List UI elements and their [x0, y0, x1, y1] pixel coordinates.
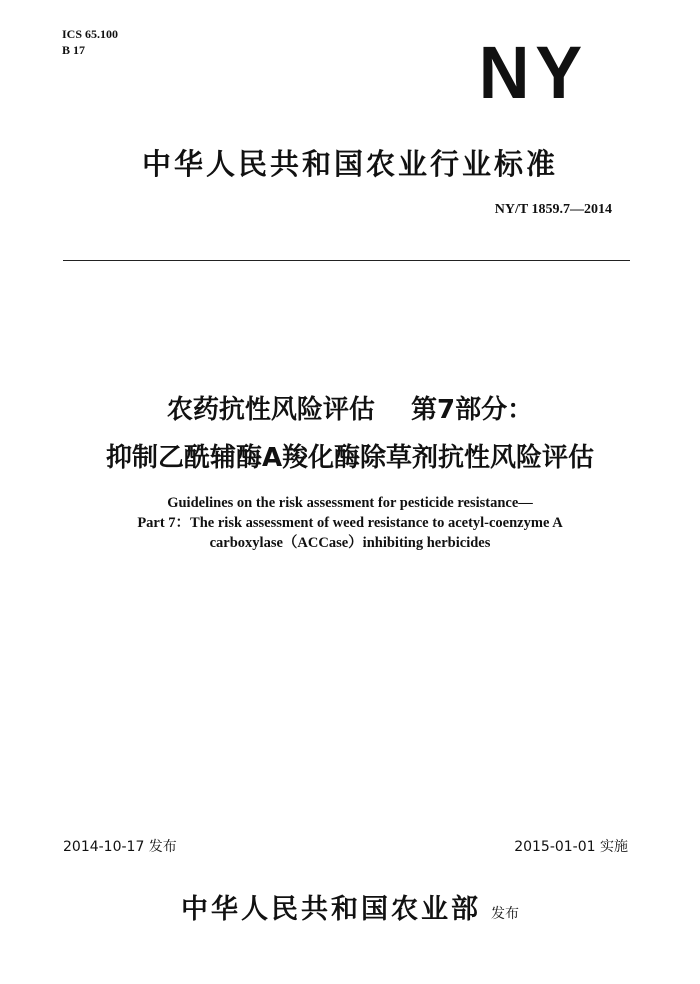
title-en — [0, 493, 700, 553]
title-cn-line2: 抑制乙酰辅酶A羧化酶除草剂抗性风险评估 — [105, 443, 595, 473]
classification-codes — [62, 26, 118, 58]
class-code: B 17 — [62, 43, 86, 57]
publisher — [0, 887, 700, 926]
ics-code: ICS 65.100 — [62, 27, 119, 41]
publisher-org: 中华人民共和国农业部 — [181, 894, 481, 925]
standard-title: 中华人民共和国农业行业标准 — [141, 147, 558, 181]
ny-logo: NY — [478, 31, 588, 114]
title-en-line3: carboxylase（ACCase）inhibiting herbicides — [209, 535, 491, 551]
header-divider — [63, 260, 630, 261]
title-en-line2: Part 7：The risk assessment of weed resistance to acetyl-coenzyme A — [137, 515, 563, 531]
title-cn-line1: 农药抗性风险评估 第7部分： — [166, 395, 534, 425]
issue-date: 2014-10-17 发布 — [63, 839, 177, 855]
standard-number: NY/T 1859.7—2014 — [494, 202, 612, 217]
implementation-date: 2015-01-01 实施 — [514, 839, 628, 855]
publisher-suffix: 发布 — [491, 906, 519, 922]
title-en-line1: Guidelines on the risk assessment for pesticide resistance— — [167, 495, 533, 511]
